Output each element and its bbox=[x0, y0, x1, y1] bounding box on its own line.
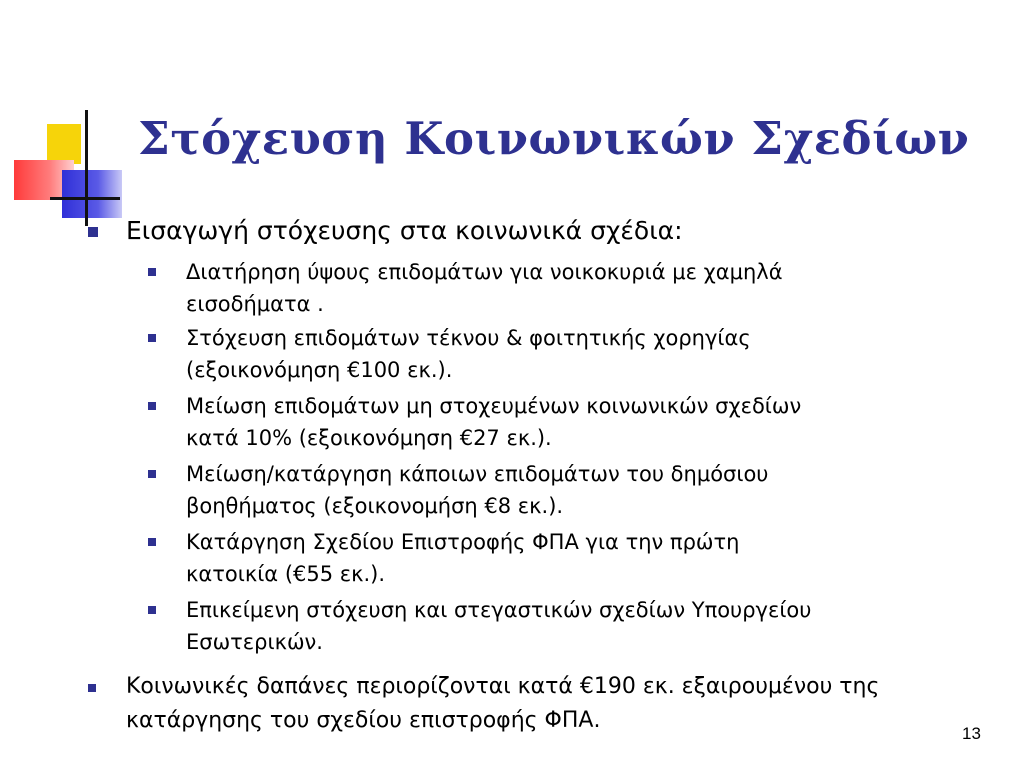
main-bullet-text: Εισαγωγή στόχευσης στα κοινωνικά σχέδια: bbox=[126, 216, 683, 245]
sub-bullet-2-line-1: Στόχευση επιδομάτων τέκνου & φοιτητικής χορηγίας bbox=[186, 326, 751, 350]
sub-bullet-1 bbox=[186, 256, 783, 320]
bullet-icon bbox=[148, 268, 156, 276]
sub-bullet-4-line-2: βοηθήματος (εξοικονομήση €8 εκ.). bbox=[186, 494, 564, 518]
sub-bullet-2-line-2: (εξοικονόμηση €100 εκ.). bbox=[186, 358, 453, 382]
sub-bullet-4 bbox=[186, 458, 768, 522]
sub-bullet-3-line-2: κατά 10% (εξοικονόμηση €27 εκ.). bbox=[186, 426, 552, 450]
bullet-icon bbox=[148, 334, 156, 342]
bullet-icon bbox=[148, 606, 156, 614]
sub-bullet-3-line-1: Μείωση επιδομάτων μη στοχευμένων κοινωνικών σχεδίων bbox=[186, 394, 802, 418]
sub-bullet-3 bbox=[186, 390, 801, 454]
bullet-icon bbox=[148, 538, 156, 546]
closing-bullet bbox=[126, 670, 879, 738]
sub-bullet-6-line-1: Επικείμενη στόχευση και στεγαστικών σχεδίων Υπουργείου bbox=[186, 598, 812, 622]
sub-bullet-1-line-2: εισοδήματα . bbox=[186, 292, 324, 316]
slide-title: Στόχευση Κοινωνικών Σχεδίων bbox=[138, 112, 970, 165]
page-number: 13 bbox=[962, 724, 981, 743]
bullet-icon bbox=[88, 227, 98, 237]
sub-bullet-2 bbox=[186, 322, 751, 386]
sub-bullet-6 bbox=[186, 594, 811, 658]
logo-yellow-square bbox=[47, 124, 81, 164]
closing-bullet-line-1: Κοινωνικές δαπάνες περιορίζονται κατά €190 εκ. εξαιρουμένου της bbox=[126, 674, 880, 699]
logo-horizontal-line bbox=[50, 197, 120, 200]
logo-blue-square bbox=[62, 170, 122, 218]
sub-bullet-6-line-2: Εσωτερικών. bbox=[186, 630, 323, 654]
sub-bullet-5-line-2: κατοικία (€55 εκ.). bbox=[186, 562, 386, 586]
sub-bullet-4-line-1: Μείωση/κατάργηση κάποιων επιδομάτων του δημόσιου bbox=[186, 462, 769, 486]
bullet-icon bbox=[148, 402, 156, 410]
bullet-icon bbox=[88, 684, 96, 692]
decorative-logo bbox=[0, 0, 140, 240]
bullet-icon bbox=[148, 470, 156, 478]
main-bullet bbox=[126, 214, 683, 248]
sub-bullet-1-line-1: Διατήρηση ύψους επιδομάτων για νοικοκυριά με χαμηλά bbox=[186, 260, 783, 284]
sub-bullet-5 bbox=[186, 526, 739, 590]
logo-vertical-line bbox=[85, 110, 88, 226]
closing-bullet-line-2: κατάργησης του σχεδίου επιστροφής ΦΠΑ. bbox=[126, 708, 601, 733]
sub-bullet-5-line-1: Κατάργηση Σχεδίου Επιστροφής ΦΠΑ για την πρώτη bbox=[186, 530, 740, 554]
